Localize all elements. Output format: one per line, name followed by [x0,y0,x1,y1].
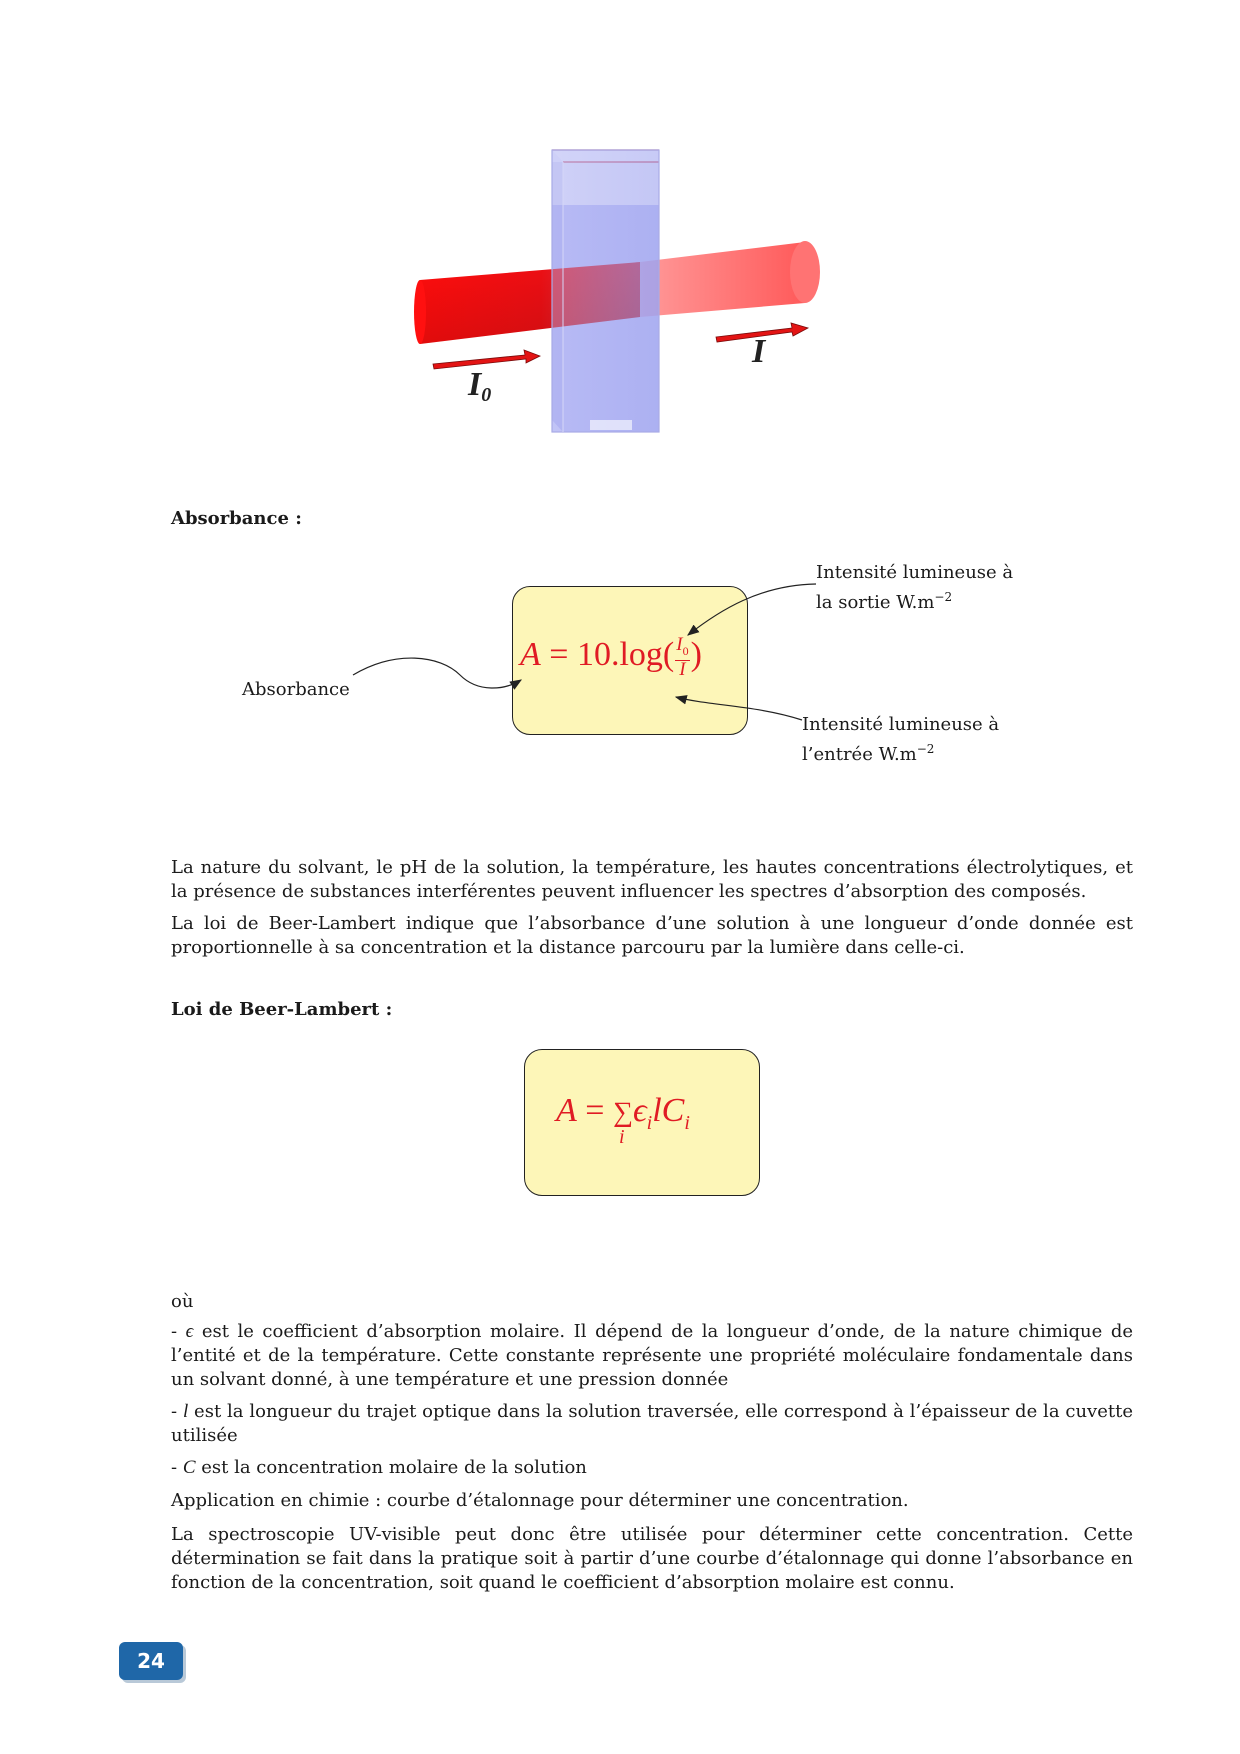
page-number-badge: 24 [119,1642,183,1680]
absorbance-formula: A = 10.log( $\frac{I_0}{I}$ ) [520,634,702,680]
bl-sum-index: i [618,1126,625,1148]
transmitted-intensity-label: I [752,333,766,370]
bl-C: C [661,1092,685,1129]
definition-l: - l est la longueur du trajet optique dans la solution traversée, elle correspond à l’épaisseur de la cuvette utilisée [171,1401,1133,1446]
bl-symbol-A: A [556,1092,577,1129]
absorbance-heading: Absorbance : [171,508,302,529]
cuvette-front [552,150,659,432]
annotation-input-intensity: Intensité lumineuse à l’entrée $W.m^{-2}$ [802,714,1000,765]
where-word: où [171,1291,194,1312]
definition-epsilon: - ϵ est le coefficient d’absorption molaire. Il dépend de la longueur d’onde, de la nature chimique de l’entité et de la température. Cette constante représente une propriété moléculaire fondamentale dans un solvant donné, à une température et une pression donnée [171,1321,1133,1390]
application-line: Application en chimie : courbe d’étalonnage pour déterminer une concentration. [171,1490,909,1511]
annotation-output-intensity: Intensité lumineuse à la sortie $W.m^{-2}$ [816,562,1014,613]
definition-C: - C est la concentration molaire de la solution [171,1457,587,1478]
bl-l: l [652,1092,662,1129]
beer-lambert-heading: Loi de Beer-Lambert : [171,999,393,1020]
beer-lambert-formula: A = ∑ i $\epsilon_ilC_i$ [556,1092,690,1148]
formula-denominator: I [679,658,686,680]
annotation-absorbance: Absorbance [242,679,350,700]
paragraph-influences: La nature du solvant, le pH de la solution, la température, les hautes concentrations électrolytiques, et la présence de substances interférentes peuvent influencer les spectres d’absorption des composés. [171,857,1133,902]
formula-numerator: I [676,634,683,655]
incident-intensity-label: I0 [468,366,492,406]
arrow-to-A [353,658,521,688]
formula-log: log [619,636,663,674]
formula-symbol-A: A [520,636,541,674]
beer-lambert-figure [0,0,1240,460]
paragraph-final: La spectroscopie UV-visible peut donc être utilisée pour déterminer cette concentration. Cette détermination se fait dans la pratique soit à partir d’une courbe d’étalonnage qui donne l’absorbance en fonction de la concentration, soit quand le coefficient d’absorption molaire est connu. [171,1524,1133,1593]
bl-equals: = [576,1092,613,1129]
bl-epsilon: ϵ [632,1092,647,1129]
formula-equals: = 10. [540,636,620,674]
formula-fraction: $\frac{I_0}{I}$ [676,634,689,680]
bl-sum: ∑ i [612,1097,633,1148]
incident-arrow [433,350,540,369]
paragraph-beer-lambert-intro: La loi de Beer-Lambert indique que l’absorbance d’une solution à une longueur d’onde donnée est proportionnelle à sa concentration et la distance parcouru par la lumière dans celle-ci. [171,913,1133,958]
transmitted-beam [640,241,820,317]
